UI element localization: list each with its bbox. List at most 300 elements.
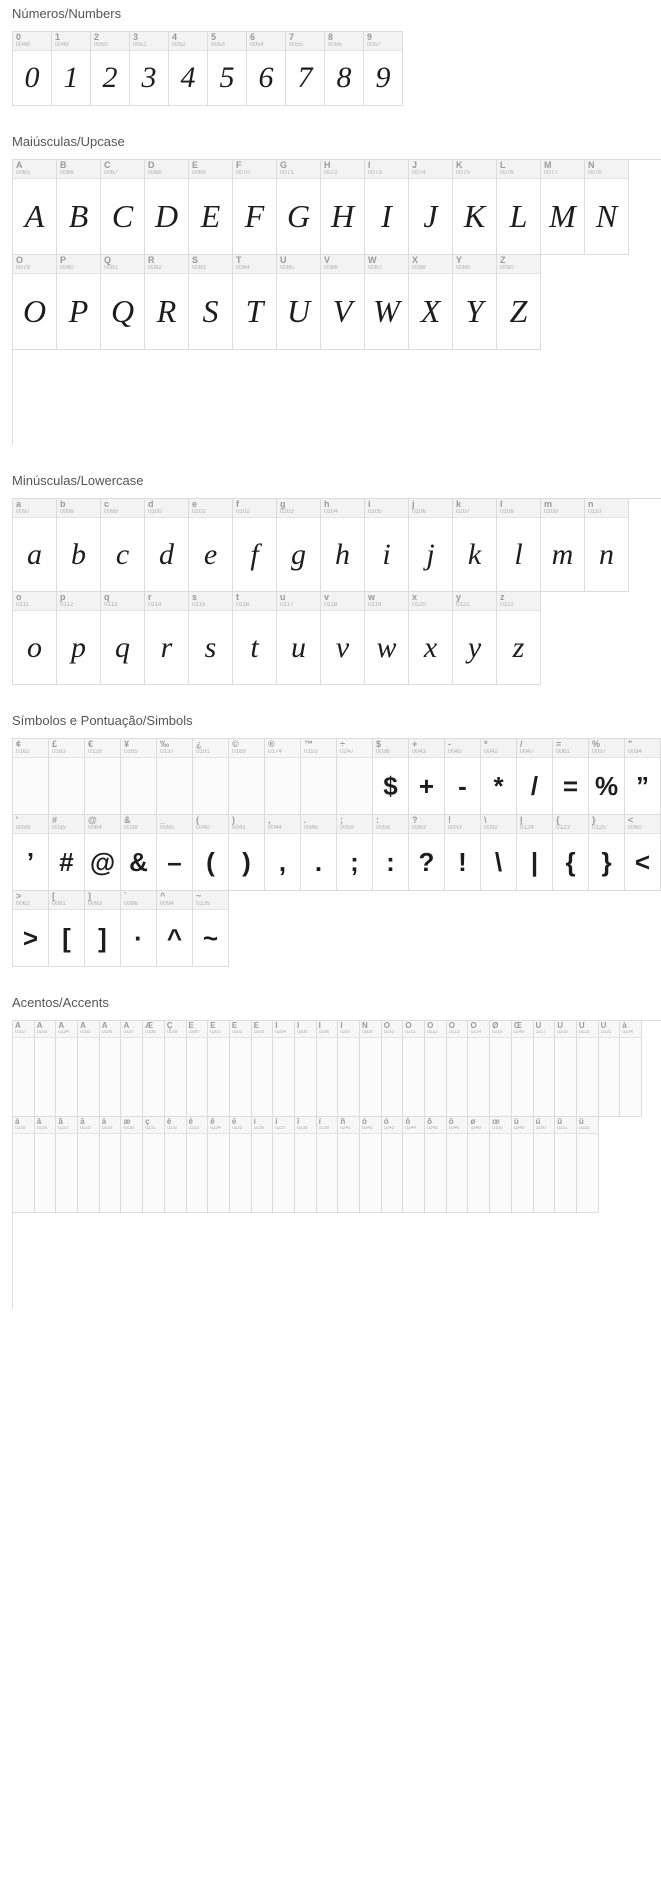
glyph-cell[interactable] xyxy=(481,815,517,891)
glyph-preview xyxy=(295,1038,316,1116)
glyph-preview: ” xyxy=(636,770,649,801)
glyph-preview xyxy=(534,1038,555,1116)
glyph-cell[interactable] xyxy=(252,1117,274,1213)
glyph-cell-header xyxy=(157,815,192,834)
glyph-preview xyxy=(121,758,156,814)
glyph-code-label: 0198 xyxy=(145,1030,156,1036)
glyph-cell[interactable] xyxy=(468,1117,490,1213)
glyph-cell[interactable] xyxy=(145,499,189,592)
glyph-preview xyxy=(35,1038,56,1116)
glyph-cell[interactable] xyxy=(13,815,49,891)
glyph-cell-header xyxy=(589,739,624,758)
glyph-cell[interactable] xyxy=(321,499,365,592)
glyph-cell[interactable] xyxy=(589,739,625,815)
glyph-cell[interactable] xyxy=(497,592,541,685)
glyph-cell-header xyxy=(189,499,232,518)
glyph-cell[interactable] xyxy=(91,32,130,106)
glyph-cell-header xyxy=(187,1117,208,1134)
glyph-code-label: 0088 xyxy=(412,265,426,272)
glyph-cell[interactable] xyxy=(403,1021,425,1117)
glyph-character-label: " xyxy=(628,740,633,749)
glyph-cell[interactable] xyxy=(56,1021,78,1117)
glyph-character-label: F xyxy=(236,161,242,170)
glyph-cell[interactable] xyxy=(157,891,193,967)
glyph-cell[interactable] xyxy=(541,499,585,592)
glyph-cell[interactable] xyxy=(130,32,169,106)
glyph-cell[interactable] xyxy=(409,255,453,350)
glyph-cell[interactable] xyxy=(78,1117,100,1213)
glyph-cell[interactable] xyxy=(187,1117,209,1213)
glyph-cell[interactable] xyxy=(100,1117,122,1213)
glyph-code-label: 0050 xyxy=(94,42,108,49)
glyph-code-label: 0217 xyxy=(535,1030,546,1036)
glyph-character-label: { xyxy=(556,816,560,825)
glyph-code-label: 0193 xyxy=(36,1030,48,1036)
glyph-character-label: æ xyxy=(123,1118,131,1126)
glyph-preview: % xyxy=(594,770,619,801)
glyph-cell[interactable] xyxy=(101,499,145,592)
glyph-preview xyxy=(100,1134,121,1212)
glyph-cell[interactable] xyxy=(512,1021,534,1117)
glyph-cell[interactable] xyxy=(497,499,541,592)
glyph-cell[interactable] xyxy=(49,739,85,815)
glyph-character-label: Ï xyxy=(340,1022,343,1030)
glyph-cell-header xyxy=(189,255,232,274)
glyph-cell[interactable] xyxy=(490,1117,512,1213)
glyph-cell[interactable] xyxy=(338,1117,360,1213)
glyph-cell[interactable] xyxy=(277,160,321,255)
glyph-cell[interactable] xyxy=(620,1021,642,1117)
glyph-code-label: 0061 xyxy=(556,749,570,756)
glyph-cell[interactable] xyxy=(230,1117,252,1213)
glyph-cell[interactable] xyxy=(317,1117,339,1213)
glyph-character-label: 4 xyxy=(172,33,178,42)
section-title: Maiúsculas/Upcase xyxy=(12,134,125,149)
glyph-cell[interactable] xyxy=(52,32,91,106)
glyph-cell[interactable] xyxy=(360,1021,382,1117)
glyph-cell[interactable] xyxy=(229,739,265,815)
glyph-code-label: 0090 xyxy=(500,265,514,272)
glyph-cell[interactable] xyxy=(13,1021,35,1117)
glyph-cell[interactable] xyxy=(589,815,625,891)
glyph-cell[interactable] xyxy=(143,1021,165,1117)
glyph-character-label: ~ xyxy=(196,892,202,901)
glyph-cell[interactable] xyxy=(453,160,497,255)
glyph-cell-header xyxy=(13,739,48,758)
glyph-character-label: Ä xyxy=(101,1022,108,1030)
glyph-character-label: ø xyxy=(470,1118,476,1126)
glyph-preview xyxy=(447,1038,468,1116)
glyph-cell[interactable] xyxy=(373,739,409,815)
glyph-preview: m xyxy=(551,537,574,571)
glyph-character-label: ö xyxy=(448,1118,454,1126)
glyph-preview: C xyxy=(111,198,134,235)
glyph-cell[interactable] xyxy=(360,1117,382,1213)
glyph-cell[interactable] xyxy=(321,255,365,350)
glyph-cell[interactable] xyxy=(57,255,101,350)
glyph-cell[interactable] xyxy=(85,815,121,891)
glyph-cell[interactable] xyxy=(585,160,629,255)
glyph-cell[interactable] xyxy=(35,1021,57,1117)
glyph-character-label: c xyxy=(104,500,110,509)
glyph-cell[interactable] xyxy=(57,592,101,685)
glyph-character-label: è xyxy=(166,1118,172,1126)
glyph-code-label: 0105 xyxy=(368,509,382,516)
glyph-cell[interactable] xyxy=(13,160,57,255)
glyph-preview: < xyxy=(634,846,651,877)
glyph-cell[interactable] xyxy=(100,1021,122,1117)
glyph-cell[interactable] xyxy=(337,815,373,891)
glyph-cell[interactable] xyxy=(121,739,157,815)
glyph-cell[interactable] xyxy=(208,1117,230,1213)
glyph-cell[interactable] xyxy=(193,815,229,891)
glyph-character-label: Ò xyxy=(383,1022,390,1030)
glyph-code-label: 0191 xyxy=(196,749,210,756)
glyph-cell[interactable] xyxy=(403,1117,425,1213)
glyph-code-label: 0089 xyxy=(456,265,470,272)
glyph-code-label: 0110 xyxy=(588,509,602,516)
glyph-character-label: , xyxy=(268,816,271,825)
glyph-preview xyxy=(187,1134,208,1212)
glyph-cell[interactable] xyxy=(497,255,541,350)
glyph-cell[interactable] xyxy=(13,499,57,592)
glyph-code-label: 0060 xyxy=(628,825,642,832)
glyph-cell[interactable] xyxy=(517,815,553,891)
glyph-cell-header xyxy=(409,592,452,611)
glyph-cell[interactable] xyxy=(165,1021,187,1117)
glyph-cell[interactable] xyxy=(189,255,233,350)
glyph-cell[interactable] xyxy=(56,1117,78,1213)
glyph-character-label: € xyxy=(88,740,94,749)
glyph-cell[interactable] xyxy=(13,255,57,350)
glyph-cell[interactable] xyxy=(497,160,541,255)
glyph-cell-header xyxy=(620,1021,641,1038)
glyph-cell[interactable] xyxy=(409,160,453,255)
glyph-character-label: Ø xyxy=(492,1022,499,1030)
glyph-character-label: 1 xyxy=(55,33,61,42)
glyph-character-label: _ xyxy=(160,816,166,825)
glyph-preview xyxy=(490,1038,511,1116)
glyph-character-label: ô xyxy=(405,1118,411,1126)
glyph-cell[interactable] xyxy=(165,1117,187,1213)
glyph-cell[interactable] xyxy=(425,1117,447,1213)
glyph-character-label: j xyxy=(412,500,415,509)
glyph-cell[interactable] xyxy=(277,592,321,685)
glyph-cell[interactable] xyxy=(145,160,189,255)
glyph-character-label: Ê xyxy=(231,1022,238,1030)
glyph-cell[interactable] xyxy=(187,1021,209,1117)
glyph-cell[interactable] xyxy=(301,739,337,815)
glyph-cell[interactable] xyxy=(447,1021,469,1117)
glyph-preview: x xyxy=(423,630,438,664)
glyph-cell[interactable] xyxy=(409,815,445,891)
glyph-cell[interactable] xyxy=(553,815,589,891)
glyph-cell-header xyxy=(101,592,144,611)
glyph-code-label: 0204 xyxy=(275,1030,286,1036)
glyph-cell[interactable] xyxy=(512,1117,534,1213)
glyph-cell[interactable] xyxy=(143,1117,165,1213)
glyph-cell-header xyxy=(512,1117,533,1134)
glyph-character-label: K xyxy=(456,161,463,170)
glyph-cell[interactable] xyxy=(265,739,301,815)
glyph-cell[interactable] xyxy=(534,1117,556,1213)
glyph-code-label: 0117 xyxy=(280,602,294,609)
glyph-cell[interactable] xyxy=(189,499,233,592)
glyph-cell[interactable] xyxy=(145,255,189,350)
glyph-cell[interactable] xyxy=(57,160,101,255)
glyph-preview: 5 xyxy=(219,61,235,95)
glyph-cell-header xyxy=(233,255,276,274)
glyph-cell[interactable] xyxy=(277,499,321,592)
glyph-cell-header xyxy=(193,739,228,758)
glyph-code-label: 0100 xyxy=(148,509,162,516)
glyph-grid xyxy=(12,738,661,967)
glyph-cell[interactable] xyxy=(365,160,409,255)
glyph-character-label: m xyxy=(544,500,553,509)
glyph-cell[interactable] xyxy=(599,1021,621,1117)
glyph-cell[interactable] xyxy=(453,255,497,350)
glyph-preview: # xyxy=(59,846,74,877)
glyph-cell[interactable] xyxy=(445,815,481,891)
glyph-cell[interactable] xyxy=(247,32,286,106)
glyph-cell[interactable] xyxy=(193,739,229,815)
glyph-cell[interactable] xyxy=(625,739,661,815)
glyph-cell[interactable] xyxy=(321,592,365,685)
glyph-cell[interactable] xyxy=(121,1117,143,1213)
glyph-cell[interactable] xyxy=(555,1021,577,1117)
glyph-code-label: 0067 xyxy=(104,170,118,177)
glyph-character-label: ™ xyxy=(304,740,313,749)
glyph-preview xyxy=(252,1038,273,1116)
glyph-cell[interactable] xyxy=(365,499,409,592)
glyph-preview xyxy=(13,1134,34,1212)
glyph-cell[interactable] xyxy=(121,815,157,891)
glyph-character-label: a xyxy=(16,500,22,509)
glyph-cell[interactable] xyxy=(555,1117,577,1213)
glyph-cell[interactable] xyxy=(85,739,121,815)
glyph-character-label: ë xyxy=(231,1118,237,1126)
glyph-cell[interactable] xyxy=(169,32,208,106)
glyph-preview: 9 xyxy=(375,61,391,95)
glyph-cell[interactable] xyxy=(35,1117,57,1213)
glyph-cell[interactable] xyxy=(233,592,277,685)
glyph-code-label: 0036 xyxy=(376,749,390,756)
glyph-cell[interactable] xyxy=(121,1021,143,1117)
glyph-cell[interactable] xyxy=(157,815,193,891)
glyph-cell[interactable] xyxy=(13,1117,35,1213)
glyph-cell[interactable] xyxy=(325,32,364,106)
glyph-preview: M xyxy=(549,198,576,235)
glyph-code-label: 0169 xyxy=(232,749,246,756)
glyph-cell[interactable] xyxy=(364,32,403,106)
glyph-cell[interactable] xyxy=(447,1117,469,1213)
glyph-cell[interactable] xyxy=(229,815,265,891)
glyph-cell-header xyxy=(365,592,408,611)
glyph-cell[interactable] xyxy=(338,1021,360,1117)
glyph-cell-header xyxy=(49,739,84,758)
glyph-character-label: Ü xyxy=(600,1022,607,1030)
glyph-cell[interactable] xyxy=(453,592,497,685)
glyph-character-label: / xyxy=(520,740,523,749)
glyph-cell[interactable] xyxy=(585,499,629,592)
glyph-cell[interactable] xyxy=(577,1021,599,1117)
glyph-preview: & xyxy=(129,846,148,877)
glyph-cell[interactable] xyxy=(409,592,453,685)
glyph-preview: @ xyxy=(89,846,116,877)
glyph-cell[interactable] xyxy=(49,891,85,967)
glyph-code-label: 0042 xyxy=(484,749,498,756)
glyph-cell-header xyxy=(360,1021,381,1038)
glyph-cell-header xyxy=(373,739,408,758)
glyph-preview xyxy=(208,1038,229,1116)
glyph-code-label: 0080 xyxy=(60,265,74,272)
glyph-cell-header xyxy=(101,160,144,179)
glyph-cell[interactable] xyxy=(273,1021,295,1117)
glyph-character-label: Y xyxy=(456,256,463,265)
glyph-cell-header xyxy=(157,891,192,910)
glyph-character-label: 3 xyxy=(133,33,139,42)
glyph-code-label: 0251 xyxy=(557,1126,568,1132)
glyph-cell[interactable] xyxy=(13,891,49,967)
glyph-preview: y xyxy=(467,630,482,664)
glyph-cell[interactable] xyxy=(382,1021,404,1117)
glyph-cell[interactable] xyxy=(534,1021,556,1117)
glyph-cell[interactable] xyxy=(295,1021,317,1117)
glyph-cell[interactable] xyxy=(13,32,52,106)
glyph-character-label: d xyxy=(148,500,154,509)
glyph-character-label: å xyxy=(101,1118,107,1126)
glyph-character-label: Í xyxy=(296,1022,300,1030)
glyph-character-label: V xyxy=(324,256,331,265)
glyph-cell[interactable] xyxy=(286,32,325,106)
glyph-cell[interactable] xyxy=(230,1021,252,1117)
glyph-preview: 6 xyxy=(258,61,274,95)
glyph-cell-header xyxy=(409,739,444,758)
glyph-preview: w xyxy=(376,630,397,664)
glyph-character-label: v xyxy=(324,593,330,602)
glyph-cell[interactable] xyxy=(277,255,321,350)
glyph-cell-header xyxy=(373,815,408,834)
glyph-cell[interactable] xyxy=(208,1021,230,1117)
glyph-cell[interactable] xyxy=(490,1021,512,1117)
glyph-cell[interactable] xyxy=(541,160,585,255)
glyph-character-label: o xyxy=(16,593,22,602)
glyph-cell[interactable] xyxy=(273,1117,295,1213)
glyph-cell[interactable] xyxy=(337,739,373,815)
glyph-code-label: 0214 xyxy=(470,1030,481,1036)
glyph-preview xyxy=(265,758,300,814)
glyph-cell-filler xyxy=(13,1213,35,1309)
glyph-code-label: 0121 xyxy=(456,602,470,609)
glyph-code-label: 0040 xyxy=(196,825,210,832)
glyph-cell[interactable] xyxy=(57,499,101,592)
glyph-cell[interactable] xyxy=(409,499,453,592)
glyph-cell[interactable] xyxy=(49,815,85,891)
glyph-cell[interactable] xyxy=(101,592,145,685)
glyph-cell[interactable] xyxy=(295,1117,317,1213)
glyph-character-label: £ xyxy=(52,740,58,749)
glyph-cell[interactable] xyxy=(553,739,589,815)
glyph-cell[interactable] xyxy=(365,255,409,350)
glyph-cell[interactable] xyxy=(157,739,193,815)
glyph-cell[interactable] xyxy=(301,815,337,891)
glyph-cell[interactable] xyxy=(481,739,517,815)
glyph-character-label: T xyxy=(236,256,242,265)
glyph-cell[interactable] xyxy=(517,739,553,815)
glyph-character-label: e xyxy=(192,500,198,509)
glyph-cell-header xyxy=(625,815,660,834)
glyph-cell-header xyxy=(382,1021,403,1038)
glyph-cell[interactable] xyxy=(233,499,277,592)
glyph-cell[interactable] xyxy=(121,891,157,967)
glyph-character-label: - xyxy=(448,740,451,749)
glyph-character-label: < xyxy=(628,816,634,825)
glyph-preview: z xyxy=(512,630,525,664)
glyph-cell[interactable] xyxy=(468,1021,490,1117)
glyph-cell[interactable] xyxy=(373,815,409,891)
glyph-cell[interactable] xyxy=(252,1021,274,1117)
glyph-cell-header xyxy=(286,32,324,51)
glyph-code-label: 0115 xyxy=(192,602,206,609)
glyph-cell[interactable] xyxy=(233,160,277,255)
glyph-cell[interactable] xyxy=(233,255,277,350)
glyph-preview xyxy=(295,1134,316,1212)
glyph-cell[interactable] xyxy=(193,891,229,967)
glyph-cell-header xyxy=(555,1021,576,1038)
glyph-cell[interactable] xyxy=(208,32,247,106)
glyph-cell[interactable] xyxy=(317,1021,339,1117)
glyph-character-label: á xyxy=(15,1118,20,1126)
glyph-cell[interactable] xyxy=(321,160,365,255)
glyph-cell[interactable] xyxy=(145,592,189,685)
glyph-cell[interactable] xyxy=(365,592,409,685)
glyph-cell-header xyxy=(100,1021,121,1038)
glyph-code-label: 0034 xyxy=(628,749,642,756)
glyph-cell-header xyxy=(409,160,452,179)
glyph-cell[interactable] xyxy=(265,815,301,891)
glyph-cell[interactable] xyxy=(189,160,233,255)
glyph-preview: { xyxy=(565,846,576,877)
glyph-cell[interactable] xyxy=(445,739,481,815)
glyph-cell[interactable] xyxy=(577,1117,599,1213)
glyph-cell-header xyxy=(490,1117,511,1134)
glyph-cell[interactable] xyxy=(13,592,57,685)
glyph-preview xyxy=(230,1134,251,1212)
glyph-cell-header xyxy=(78,1117,99,1134)
glyph-cell[interactable] xyxy=(453,499,497,592)
glyph-code-label: 0219 xyxy=(578,1030,590,1036)
glyph-cell-header xyxy=(121,1021,142,1038)
glyph-cell[interactable] xyxy=(78,1021,100,1117)
glyph-cell-header xyxy=(497,160,540,179)
glyph-character-label: ï xyxy=(318,1118,321,1126)
glyph-cell[interactable] xyxy=(101,160,145,255)
glyph-code-label: 0236 xyxy=(253,1126,264,1132)
glyph-cell[interactable] xyxy=(382,1117,404,1213)
glyph-cell[interactable] xyxy=(425,1021,447,1117)
glyph-cell[interactable] xyxy=(409,739,445,815)
glyph-cell[interactable] xyxy=(13,739,49,815)
glyph-cell-filler xyxy=(143,1213,165,1309)
glyph-character-label: ç xyxy=(145,1118,150,1126)
glyph-preview xyxy=(78,1038,99,1116)
glyph-cell[interactable] xyxy=(101,255,145,350)
glyph-cell[interactable] xyxy=(189,592,233,685)
glyph-cell[interactable] xyxy=(625,815,661,891)
glyph-character-label: à xyxy=(622,1022,627,1030)
glyph-code-label: 0045 xyxy=(448,749,462,756)
glyph-cell[interactable] xyxy=(85,891,121,967)
